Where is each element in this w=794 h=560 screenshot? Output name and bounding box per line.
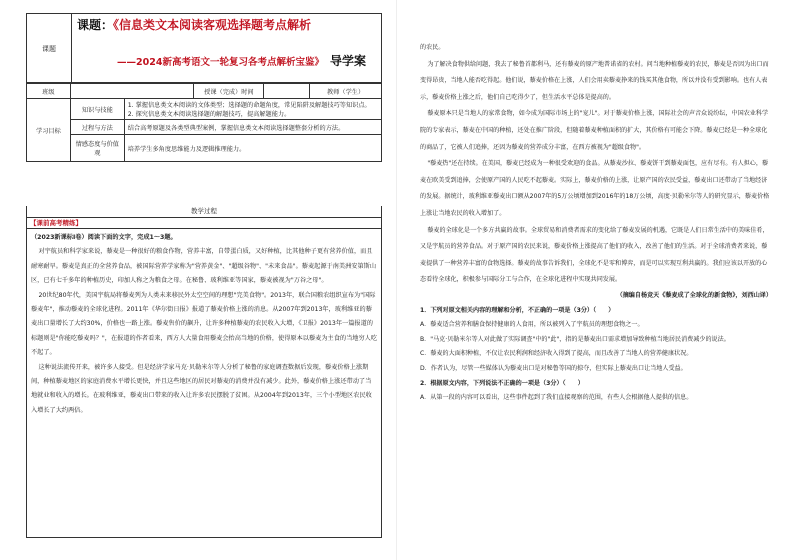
question-1-option-c: C．藜麦的大面积种植，不仅让农民利润和经济收入得到了提高，而且改善了当地人的营养健康状况。 [420,350,693,358]
column-divider [396,0,397,560]
right-paragraph-2: 藜麦原本只是当地人的家常食物，如今成为国际市场上的"宠儿"。对于藜麦价格上涨，国际社会的声音众说纷纭，中国农业科学院的专家表示，藜麦在中国的种植，还处在推广阶段，但随着藜麦种植面积的扩大，其价格有可能会下降。藜麦已经是一种全球化的商品了，它被人们追捧，还因为藜麦的营养成分丰富，在西方被视为"超级食物"。 [420,110,769,151]
knowledge-item-2: 2. 探究信息类文本阅读选择题的解题技巧，提高解题能力。 [127,111,291,118]
time-label: 授课（完成）时间 [194,84,264,99]
emotion-row [27,135,382,162]
right-paragraph-1: 为了解决食物供给问题，我去了秘鲁首都利马，还有藜麦的原产地普诺省的农村。问当地种植藜麦的农民，藜麦是否因为出口而变得昂贵，当地人能否吃得起。他们说，藜麦价格在上涨，人们会用卖藜麦挣来的钱买其他食物，所以并没有受到影响。也有人表示，藜麦价格上涨之后，他们自己吃得少了，但生活水平总体是提高的。 [420,60,769,101]
source-citation: （摘编自杨竞天《藜麦成了全球化的新食物》，刘西山译） [616,291,772,299]
question-1-stem: 1．下列对原文相关内容的理解和分析，不正确的一项是（3分）（ ） [420,306,615,314]
process-text: 结合高考原题及各类型典型案例，掌握信息类文本阅读选择题整套分析的方法。 [124,120,381,135]
left-paragraph-2: 20世纪80年代，美国宇航局将藜麦列为人类未来移民外太空空间的理想"完美食物"。2013年，联合国粮农组织宣布为"国际藜麦年"，推动藜麦的全球化进程。2011年《华尔街日报》报道了藜麦价格上涨的消息。从2007年到2013年，玻利维亚的藜麦出口量增长了大约30%，价格也一路上涨。藜麦售价的飙升，让许多种植藜麦的农民收入大增，《卫报》2013年一篇报道的标题则是"你能吃藜麦吗？"，在报道的作者看来，西方人大量食用藜麦会抬高当地的价格，使得原本以藜麦为主食的当地穷人吃不起了。 [31,291,378,357]
info-table [26,83,382,162]
question-2-option-a: A．从第一段的内容可以看出，这些事件起到了我们直接观察的范围，有些人会根据他人提供的信息。 [420,394,693,402]
time-value [264,84,310,99]
right-paragraph-3: "藜麦热"还在持续。在美国，藜麦已经成为一种很受欢迎的食品。从藜麦沙拉、藜麦饼干到藜麦面包，应有尽有。有人担心，藜麦在欧美受到追捧，会使原产国的人民吃不起藜麦。实际上，藜麦价格的上涨，让原产国的农民受益，藜麦出口还带动了当地经济的发展。据统计，玻利维亚藜麦出口额从2007年的5万公顷增加到2016年的18万公顷，高度·贝勒米尔等人的研究显示，藜麦价格上涨让当地农民的收入增加了。 [420,160,770,217]
teacher-label: 教师（学生） [310,84,382,99]
right-column [420,40,772,406]
knowledge-text [124,99,381,120]
question-1-option-d: D．作者认为，尽管一些媒体认为藜麦出口是对秘鲁等国的掠夺，但实际上藜麦出口让当地人受益。 [420,364,687,372]
right-paragraph-0: 的农民。 [420,44,445,51]
question-2-stem: 2．根据原文内容，下列说法不正确的一项是（3分）（ ） [420,380,584,388]
left-column [18,0,390,560]
process-label: 过程与方法 [70,120,124,135]
subtitle-text: ——2024新高考语文一轮复习各考点解析宝鉴》 [117,57,324,68]
emotion-label: 情感态度与价值观 [70,135,124,162]
question-intro: （2023新课标Ⅰ卷）阅读下面的文字，完成1～3题。 [31,234,177,241]
header-label: 课题 [27,14,72,84]
knowledge-row [27,99,382,120]
lesson-subtitle [117,52,366,69]
lesson-title [77,16,311,33]
class-value [70,84,194,99]
left-paragraph-3: 这种说法流传开来，被许多人接受。但是经济学家马克·贝勒米尔等人分析了秘鲁的家庭调查数据后发现，藜麦价格上涨期间，种植藜麦地区的家庭消费水平增长更快，并且这些地区的居民对藜麦的消费并没有减少。此外，藜麦价格上涨还带动了当地就业和收入的增长。在玻利维亚，藜麦出口带来的收入让许多农民摆脱了贫困。从2004年到2013年，三个小型地区农民收入增长了大约两倍。 [31,363,372,414]
process-row [27,120,382,135]
knowledge-item-1: 1. 掌握信息类文本阅读的文体类型；选择题的命题角度，常见陷阱及解题技巧等知识点。 [127,102,371,109]
process-title: 教学过程 [26,206,382,218]
goals-label: 学习目标 [27,99,71,162]
title-main: 《信息类文本阅读客观选择题考点解析 [113,18,312,32]
emotion-text: 培养学生多角度思维能力及逻辑推理能力。 [124,135,381,162]
question-1-option-b: B．"马克·贝勒米尔等人对此做了实际调查"中的"此"，指的是藜麦出口需求增加导致种植当地居民消费减少的说法。 [420,335,730,343]
right-paragraph-4: 藜麦的全球化是一个多方共赢的故事。全球贸易和消费者需求的变化给了藜麦发展的机遇，它既是人们日常生活中的美味佳肴，又是宇航员的营养食品。对于原产国的农民来说，藜麦价格上涨提高了他们的收入，改善了他们的生活。对于全球消费者来说，藜麦提供了一种营养丰富的食物选择。藜麦的故事告诉我们，全球化不是零和博弈，而是可以实现互利共赢的。我们应该以开放的心态看待全球化，积极参与国际分工与合作，在全球化进程中实现共同发展。 [420,226,769,284]
left-paragraph-1: 对宇航员和科学家来说，藜麦是一种很好的粮食作物，营养丰富，自带蛋白质，又好种植，比其他种子更有营养价值，而且耐寒耐旱。藜麦是真正的全营养食品，被国际营养学家称为"营养黄金"、"超级谷物"、"未来食品"。藜麦起源于南美洲安第斯山区，已有七千多年的种植历史，印加人称之为粮食之母。在秘鲁、玻利维亚等国家，藜麦被视为"万谷之母"。 [31,248,377,285]
title-prefix: 课题： [77,18,114,32]
header-box [26,13,382,83]
class-row [27,84,382,99]
class-label: 班级 [27,84,71,99]
kaoti-title: 【课前高考精练】 [26,218,382,229]
reading-passage-left [26,229,382,538]
knowledge-label: 知识与技能 [70,99,124,120]
title-suffix: 导学案 [329,54,366,68]
question-1-option-a: A．藜麦适合营养和膳食保持健康的人食用，所以被列入了宇航员的理想食物之一。 [420,320,644,328]
